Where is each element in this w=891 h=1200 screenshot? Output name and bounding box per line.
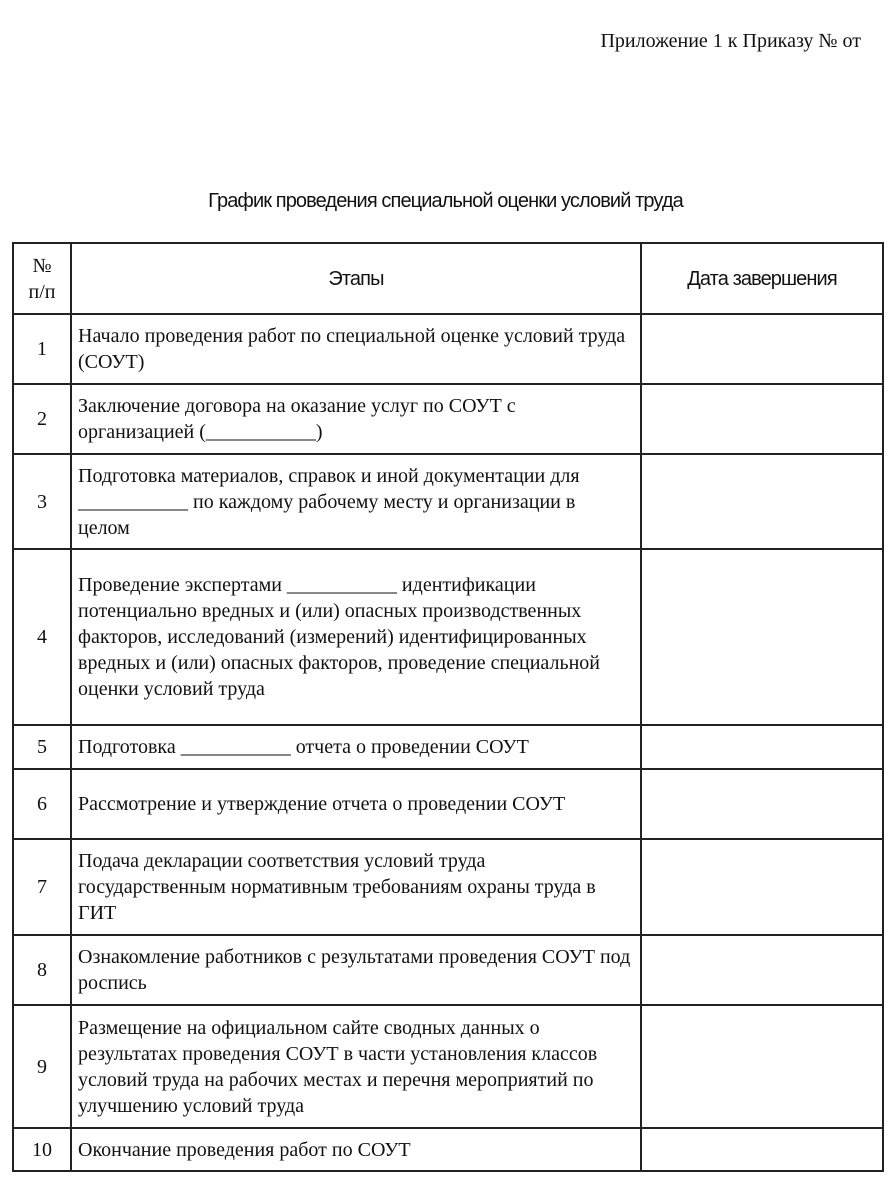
row-date bbox=[641, 935, 883, 1005]
row-number: 8 bbox=[13, 935, 71, 1005]
table-row bbox=[13, 549, 883, 725]
table-row bbox=[13, 839, 883, 935]
table-row bbox=[13, 454, 883, 549]
table-row bbox=[13, 314, 883, 384]
table-row bbox=[13, 1128, 883, 1171]
row-stage: Проведение экспертами ___________ идентификации потенциально вредных и (или) опасных производственных факторов, исследований (измерений) идентифицированных вредных и (или) опасных факторов, проведение специальной оценки условий труда bbox=[71, 549, 641, 725]
row-number: 10 bbox=[13, 1128, 71, 1171]
row-number: 9 bbox=[13, 1005, 71, 1128]
row-stage: Окончание проведения работ по СОУТ bbox=[71, 1128, 641, 1171]
header-date: Дата завершения bbox=[641, 243, 883, 314]
row-number: 4 bbox=[13, 549, 71, 725]
table-row bbox=[13, 935, 883, 1005]
row-stage: Подготовка ___________ отчета о проведении СОУТ bbox=[71, 725, 641, 769]
row-date bbox=[641, 549, 883, 725]
schedule-table bbox=[12, 242, 884, 1172]
row-stage: Ознакомление работников с результатами проведения СОУТ под роспись bbox=[71, 935, 641, 1005]
row-stage: Размещение на официальном сайте сводных данных о результатах проведения СОУТ в части установления классов условий труда на рабочих местах и перечня мероприятий по улучшению условий труда bbox=[71, 1005, 641, 1128]
row-stage: Заключение договора на оказание услуг по СОУТ с организацией (___________) bbox=[71, 384, 641, 454]
row-stage: Начало проведения работ по специальной оценке условий труда (СОУТ) bbox=[71, 314, 641, 384]
row-date bbox=[641, 769, 883, 839]
table-row bbox=[13, 1005, 883, 1128]
row-date bbox=[641, 384, 883, 454]
row-date bbox=[641, 1128, 883, 1171]
header-stages: Этапы bbox=[71, 243, 641, 314]
row-stage: Подача декларации соответствия условий труда государственным нормативным требованиям охраны труда в ГИТ bbox=[71, 839, 641, 935]
table-row bbox=[13, 384, 883, 454]
table-row bbox=[13, 725, 883, 769]
table-row bbox=[13, 769, 883, 839]
row-date bbox=[641, 454, 883, 549]
row-number: 5 bbox=[13, 725, 71, 769]
row-number: 3 bbox=[13, 454, 71, 549]
row-date bbox=[641, 314, 883, 384]
table-header-row bbox=[13, 243, 883, 314]
row-number: 6 bbox=[13, 769, 71, 839]
row-stage: Рассмотрение и утверждение отчета о проведении СОУТ bbox=[71, 769, 641, 839]
row-date bbox=[641, 1005, 883, 1128]
row-stage: Подготовка материалов, справок и иной документации для ___________ по каждому рабочему месту и организации в целом bbox=[71, 454, 641, 549]
row-number: 7 bbox=[13, 839, 71, 935]
appendix-note: Приложение 1 к Приказу № от bbox=[600, 30, 861, 52]
row-number: 2 bbox=[13, 384, 71, 454]
header-number: № п/п bbox=[13, 243, 71, 314]
row-date bbox=[641, 839, 883, 935]
document-title: График проведения специальной оценки условий труда bbox=[208, 190, 683, 212]
row-number: 1 bbox=[13, 314, 71, 384]
row-date bbox=[641, 725, 883, 769]
